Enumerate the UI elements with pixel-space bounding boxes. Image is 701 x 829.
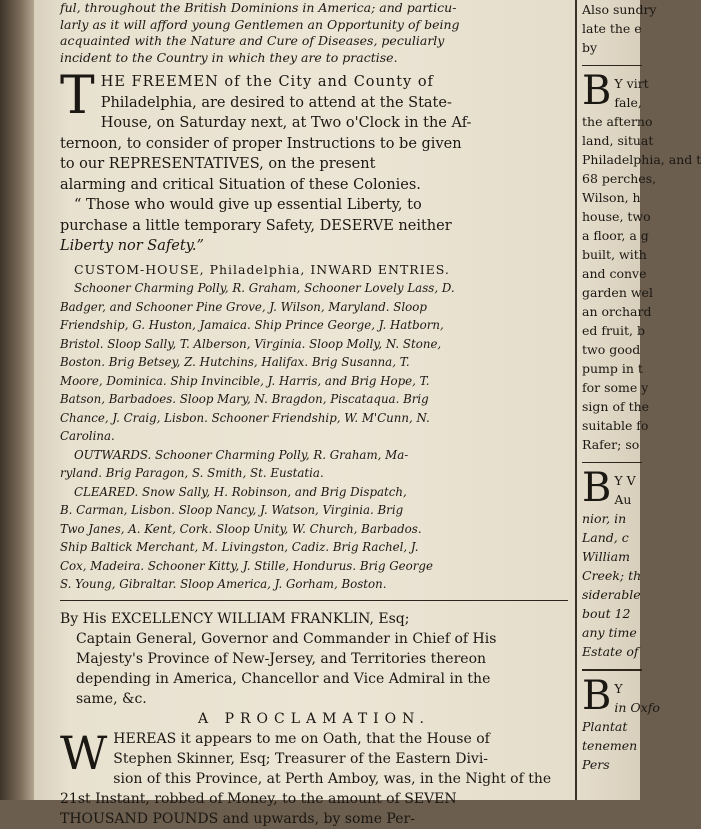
newspaper-page [34, 0, 701, 827]
drop-cap: B [582, 465, 612, 512]
text-line: Philadelphia, are desired to attend at the State- [100, 94, 452, 111]
top-paragraph [60, 0, 568, 66]
text-line: Ship Baltick Merchant, M. Livingston, Cadiz. Brig Rachel, J. [60, 540, 419, 554]
text-line: Wilson, h [582, 190, 641, 206]
text-line: Stephen Skinner, Esq; Treasurer of the Eastern Divi- [113, 751, 489, 767]
text-line: ternoon, to consider of proper Instructions to be given [60, 135, 462, 152]
text-line: to our REPRESENTATIVES, on the present [60, 156, 376, 172]
text-line: sign of the [582, 399, 650, 415]
text-line: Friendship, G. Huston, Jamaica. Ship Prince George, J. Hatborn, [60, 318, 444, 332]
text-line: THOUSAND POUNDS and upwards, by some Per- [60, 811, 415, 827]
text-line: Y V [614, 473, 636, 489]
text-line: in Oxfo [614, 699, 660, 715]
section-divider [60, 600, 568, 602]
text-line: tenemen [582, 737, 638, 753]
text-line: land, situat [582, 133, 654, 149]
text-line: William [582, 549, 630, 565]
text-line: alarming and critical Situation of these Colonies. [60, 176, 421, 193]
text-line: HE FREEMEN of the City and County of [100, 74, 434, 90]
text-line: ful, throughout the British Dominions in America; and particu- [60, 0, 457, 15]
text-line: a floor, a g [582, 228, 649, 244]
text-line: bout 12 [582, 606, 631, 622]
text-line: Schooner Charming Polly, R. Graham, Schooner Lovely Lass, D. [74, 281, 455, 295]
text-line: B. Carman, Lisbon. Sloop Nancy, J. Watson, Virginia. Brig [60, 503, 404, 517]
text-line: built, with [582, 247, 647, 263]
text-line: suitable fo [582, 418, 649, 434]
section-divider [582, 462, 642, 463]
section-divider [582, 65, 642, 66]
right-notice-1 [582, 68, 701, 454]
text-line: Chance, J. Craig, Lisbon. Schooner Friendship, W. M'Cunn, N. [60, 410, 430, 425]
text-line: Batson, Barbadoes. Sloop Mary, N. Bragdon, Piscataqua. Brig [60, 392, 429, 406]
text-line: Au [614, 492, 632, 508]
text-line: Captain General, Governor and Commander in Chief of His [76, 631, 497, 647]
column-rule [575, 0, 577, 800]
text-line: purchase a little temporary Safety, DESERVE neither [60, 217, 452, 234]
text-line: house, two [582, 209, 651, 225]
text-line: Liberty nor Safety.” [60, 238, 204, 254]
text-line: ed fruit, b [582, 323, 645, 339]
text-line: Bristol. Sloop Sally, T. Alberson, Virginia. Sloop Molly, N. Stone, [60, 336, 442, 351]
custom-house-entries [60, 261, 568, 594]
freemen-notice [60, 66, 568, 195]
section-heading: CUSTOM-HOUSE, Philadelphia, INWARD ENTRIES. [74, 261, 450, 277]
text-line: House, on Saturday next, at Two o'Clock in the Af- [100, 115, 472, 131]
proclamation-title: A PROCLAMATION. [198, 711, 430, 727]
text-line: Two Janes, A. Kent, Cork. Sloop Unity, W. Church, Barbados. [60, 521, 422, 536]
drop-cap: W [60, 726, 108, 780]
right-notice-3 [582, 672, 660, 774]
text-line: Estate of [582, 644, 639, 660]
text-line: By His EXCELLENCY WILLIAM FRANKLIN, Esq; [60, 611, 410, 627]
text-line: 68 perches, [582, 171, 657, 187]
text-line: Philadelphia, and t [582, 152, 701, 168]
text-line: Also sundry [582, 2, 657, 17]
text-line: ryland. Brig Paragon, S. Smith, St. Eustatia. [60, 466, 324, 480]
section-divider [582, 669, 642, 670]
franklin-quote [60, 195, 568, 257]
text-line: and conve [582, 266, 647, 282]
text-line: Land, c [582, 530, 629, 546]
text-line: Badger, and Schooner Pine Grove, J. Wilson, Maryland. Sloop [60, 299, 427, 314]
right-column [582, 0, 701, 800]
text-line: Plantat [582, 718, 628, 734]
text-line: Y [614, 680, 623, 696]
text-line: HEREAS it appears to me on Oath, that the House of [113, 731, 490, 747]
text-line: late the e [582, 21, 642, 36]
text-line: CLEARED. Snow Sally, H. Robinson, and Brig Dispatch, [74, 484, 407, 499]
drop-cap: B [582, 672, 612, 719]
text-line: incident to the Country in which they are to practise. [60, 49, 398, 65]
proclamation [60, 609, 568, 829]
text-line: Cox, Madeira. Schooner Kitty, J. Stille, Hondurus. Brig George [60, 558, 433, 573]
text-line: fale, [614, 95, 642, 111]
text-line: S. Young, Gibraltar. Sloop America, J. Gorham, Boston. [60, 577, 387, 591]
text-line: acquainted with the Nature and Cure of Diseases, peculiarly [60, 33, 445, 48]
text-line: 21st Instant, robbed of Money, to the amount of SEVEN [60, 791, 457, 807]
right-notice-2 [582, 465, 642, 661]
text-line: nior, in [582, 511, 627, 527]
drop-cap: T [60, 66, 95, 126]
text-line: two good [582, 342, 641, 358]
text-line: Majesty's Province of New-Jersey, and Territories thereon [76, 651, 487, 667]
drop-cap: B [582, 68, 612, 115]
right-top-notice [582, 0, 657, 57]
text-line: sion of this Province, at Perth Amboy, was, in the Night of the [113, 771, 552, 787]
text-line: any time [582, 625, 637, 641]
text-line: “ Those who would give up essential Liberty, to [74, 197, 422, 213]
text-line: the afterno [582, 114, 653, 130]
main-column [60, 0, 568, 827]
text-line: Y virt [614, 76, 649, 92]
text-line: Moore, Dominica. Ship Invincible, J. Harris, and Brig Hope, T. [60, 373, 430, 388]
text-line: Carolina. [60, 429, 115, 443]
text-line: an orchard [582, 304, 652, 320]
text-line: Pers [582, 756, 610, 772]
text-line: Rafer; so [582, 437, 640, 453]
text-line: garden wel [582, 285, 653, 301]
text-line: OUTWARDS. Schooner Charming Polly, R. Graham, Ma- [74, 447, 409, 462]
text-line: larly as it will afford young Gentlemen an Opportunity of being [60, 16, 460, 32]
text-line: pump in t [582, 361, 643, 377]
text-line: by [582, 40, 598, 55]
text-line: same, &c. [76, 691, 147, 707]
text-line: for some y [582, 380, 649, 396]
page-gutter-shadow [0, 0, 34, 800]
text-line: siderable [582, 587, 641, 603]
text-line: depending in America, Chancellor and Vice Admiral in the [76, 671, 491, 687]
text-line: Creek; th [582, 568, 642, 584]
text-line: Boston. Brig Betsey, Z. Hutchins, Halifax. Brig Susanna, T. [60, 355, 410, 369]
